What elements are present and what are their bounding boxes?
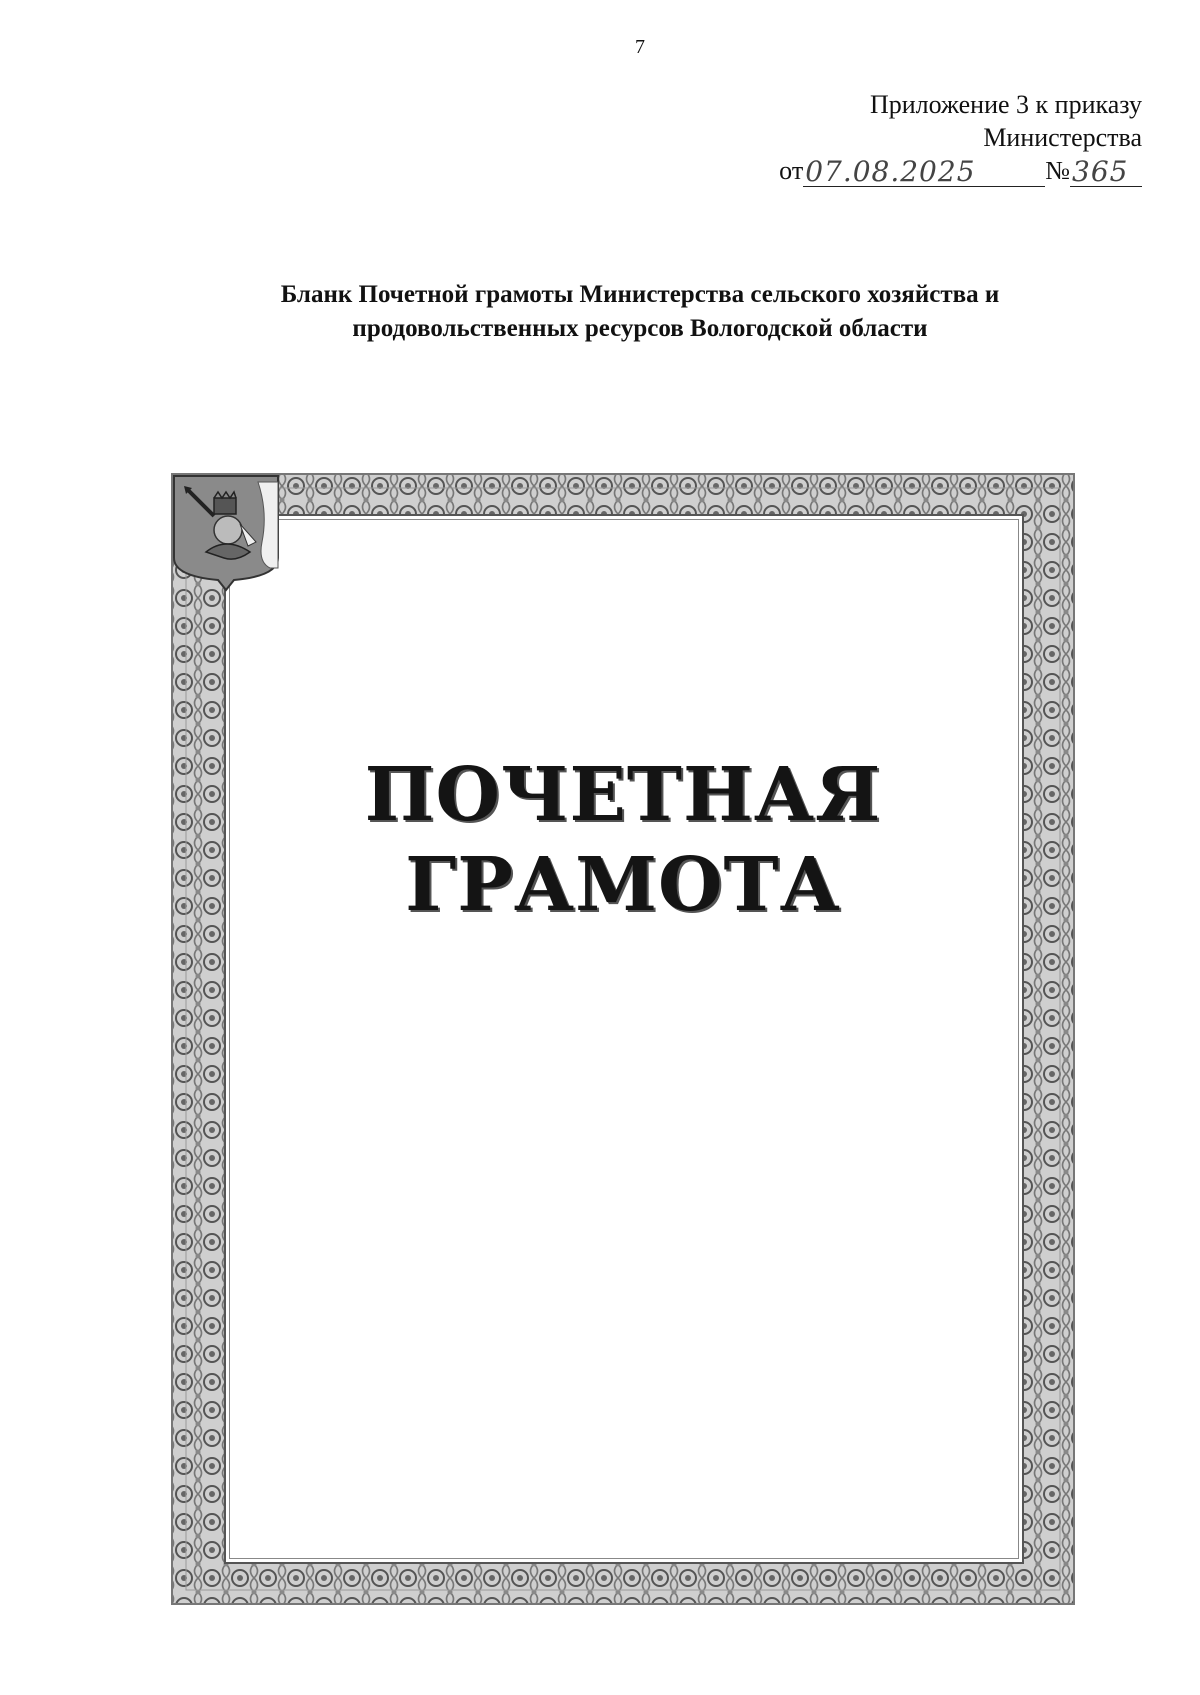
certificate-form	[170, 472, 1076, 1606]
vologda-coat-of-arms-icon	[170, 472, 282, 592]
order-number: 365	[1070, 158, 1142, 187]
document-title-line-2: продовольственных ресурсов Вологодской области	[352, 315, 928, 342]
appendix-block	[722, 88, 1142, 187]
page-number: 7	[635, 36, 645, 58]
order-date: 07.08.2025	[803, 158, 1045, 187]
certificate-title-line-2: ГРАМОТА	[405, 842, 841, 928]
document-title-line-1: Бланк Почетной грамоты Министерства сельского хозяйства и	[280, 281, 1000, 308]
document-title	[190, 278, 1090, 346]
certificate-title	[170, 750, 1076, 930]
number-prefix: №	[1045, 156, 1070, 185]
certificate-title-line-1: ПОЧЕТНАЯ	[364, 752, 882, 838]
date-prefix: от	[779, 156, 804, 185]
order-line	[722, 154, 1142, 187]
inner-frame	[224, 514, 1024, 1564]
appendix-line-1: Приложение 3 к приказу	[869, 90, 1142, 119]
appendix-line-2: Министерства	[983, 123, 1142, 152]
